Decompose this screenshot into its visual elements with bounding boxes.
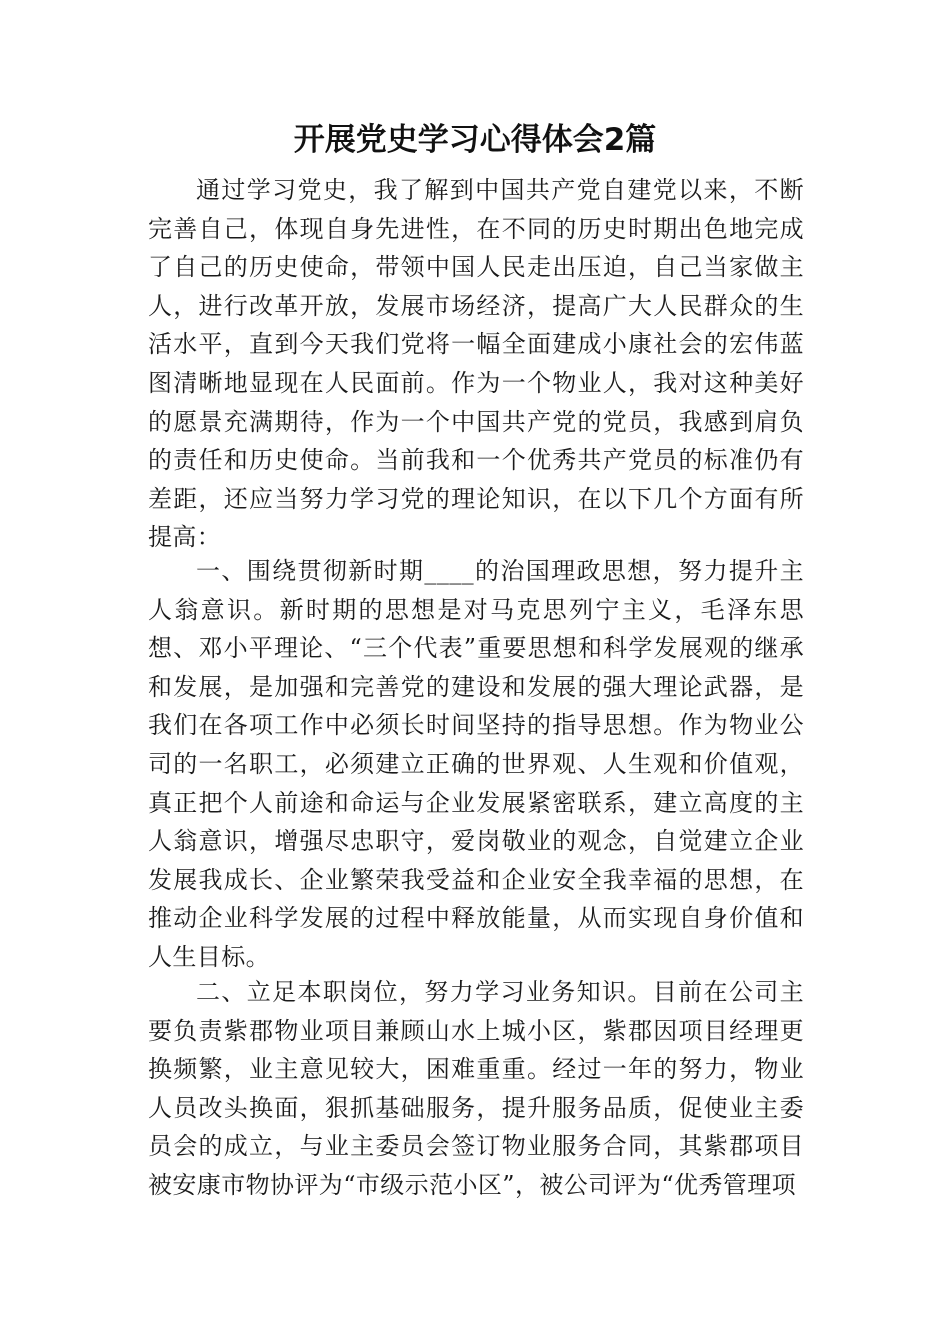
paragraph-point-two: 二、立足本职岗位，努力学习业务知识。目前在公司主要负责紫郡物业项目兼顾山水上城小区，紫郡因项目经理更换频繁，业主意见较大，困难重重。经过一年的努力，物业人员改头换面，狠抓基础服务，提升服务品质，促使业主委员会的成立，与业主委员会签订物业服务合同，其紫郡项目被安康市物协评为“市级示范小区”，被公司评为“优秀管理项: [148, 978, 804, 1199]
paragraph-point-one: 一、围绕贯彻新时期____的治国理政思想，努力提升主人翁意识。新时期的思想是对马克思列宁主义，毛泽东思想、邓小平理论、“三个代表”重要思想和科学发展观的继承和发展，是加强和完善党的建设和发展的强大理论武器，是我们在各项工作中必须长时间坚持的指导思想。作为物业公司的一名职工，必须建立正确的世界观、人生观和价值观，真正把个人前途和命运与企业发展紧密联系，建立高度的主人翁意识，增强尽忠职守，爱岗敬业的观念，自觉建立企业发展我成长、企业繁荣我受益和企业安全我幸福的思想，在推动企业科学发展的过程中释放能量，从而实现自身价值和人生目标。: [148, 557, 804, 971]
paragraph-intro: 通过学习党史，我了解到中国共产党自建党以来，不断完善自己，体现自身先进性，在不同的历史时期出色地完成了自己的历史使命，带领中国人民走出压迫，自己当家做主人，进行改革开放，发展市场经济，提高广大人民群众的生活水平，直到今天我们党将一幅全面建成小康社会的宏伟蓝图清晰地显现在人民面前。作为一个物业人，我对这种美好的愿景充满期待，作为一个中国共产党的党员，我感到肩负的责任和历史使命。当前我和一个优秀共产党员的标准仍有差距，还应当努力学习党的理论知识，在以下几个方面有所提高：: [148, 176, 804, 552]
document-title: 开展党史学习心得体会2篇: [293, 122, 657, 158]
